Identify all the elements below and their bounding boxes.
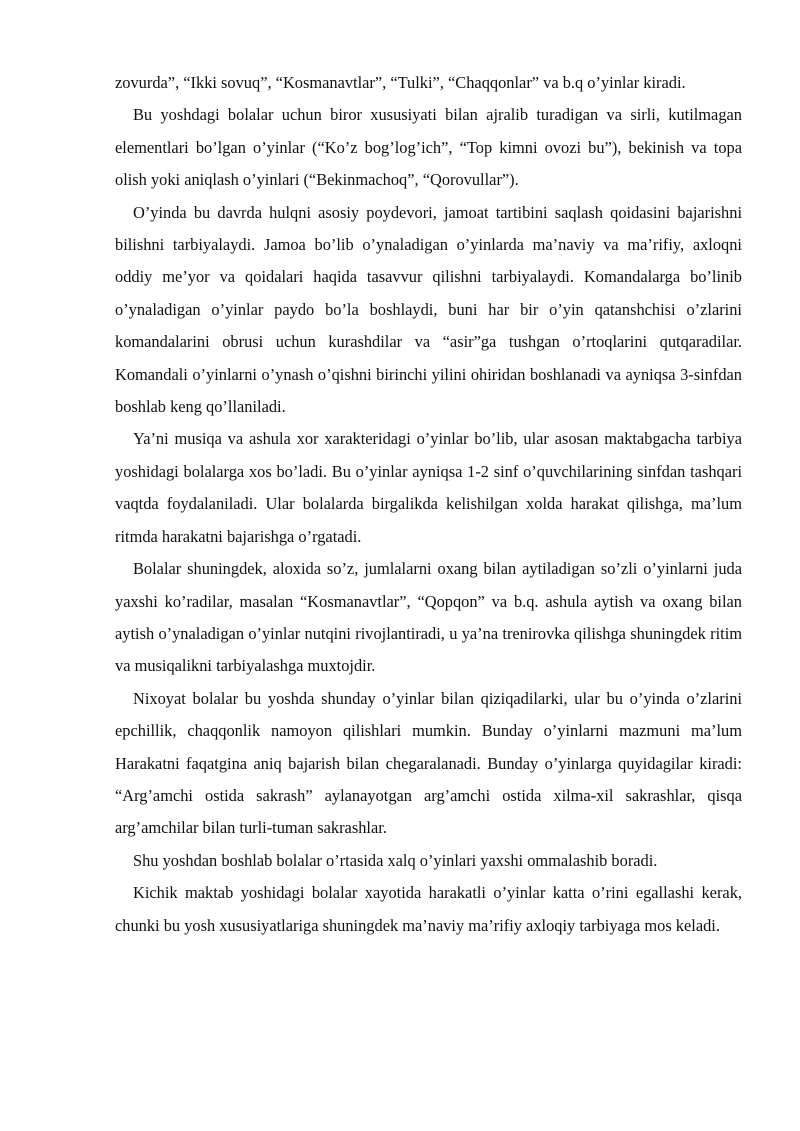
- paragraph-3: O’yinda bu davrda hulqni asosiy poydevori, jamoat tartibini saqlash qoidasini bajarishni bilishni tarbiyalaydi. Jamoa bo’lib o’ynaladigan o’yinlarda ma’naviy va ma’rifiy, axloqni oddiy me’yor va qoidalari haqida tasavvur qilishni tarbiyalaydi. Komandalarga bo’linib o’ynaladigan o’yinlar paydo bo’la boshlaydi, buni har bir o’yin qatanshchisi o’zlarini komandalarini obrusi uchun kurashdilar va “asir”ga tushgan o’rtoqlarini qutqaradilar. Komandali o’yinlarni o’ynash o’qishni birinchi yilini ohiridan boshlanadi va ayniqsa 3-sinfdan boshlab keng qo’llaniladi.: [115, 202, 742, 417]
- paragraph-4: Ya’ni musiqa va ashula xor xarakteridagi o’yinlar bo’lib, ular asosan maktabgacha tarbiya yoshidagi bolalarga xos bo’ladi. Bu o’yinlar ayniqsa 1-2 sinf o’quvchilarining sinfdan tashqari vaqtda foydalaniladi. Ular bolalarda birgalikda kelishilgan xolda harakat qilishga, ma’lum ritmda harakatni bajarishga o’rgatadi.: [115, 429, 742, 546]
- paragraph-8: Kichik maktab yoshidagi bolalar xayotida harakatli o’yinlar katta o’rini egallashi kerak, chunki bu yosh xususiyatlariga shuningdek ma’naviy ma’rifiy axloqiy tarbiyaga mos keladi.: [115, 883, 742, 935]
- paragraph-2: Bu yoshdagi bolalar uchun biror xususiyati bilan ajralib turadigan va sirli, kutilmagan elementlari bo’lgan o’yinlar (“Ko’z bog’log’ich”, “Top kimni ovozi bu”), bekinish va topa olish yoki aniqlash o’yinlari (“Bekinmachoq”, “Qorovullar”).: [115, 105, 742, 190]
- paragraph-6: Nixoyat bolalar bu yoshda shunday o’yinlar bilan qiziqadilarki, ular bu o’yinda o’zlarini epchillik, chaqqonlik namoyon qilishlari mumkin. Bunday o’yinlarni mazmuni ma’lum Harakatni faqatgina aniq bajarish bilan chegaralanadi. Bunday o’yinlarga quyidagilar kiradi: “Arg’amchi ostida sakrash” aylanayotgan arg’amchi ostida xilma-xil sakrashlar, qisqa arg’amchilar bilan turli-tuman sakrashlar.: [115, 688, 742, 838]
- paragraph-5: Bolalar shuningdek, aloxida so’z, jumlalarni oxang bilan aytiladigan so’zli o’yinlarni juda yaxshi ko’radilar, masalan “Kosmanavtlar”, “Qopqon” va b.q. ashula aytish va oxang bilan aytish o’ynaladigan o’yinlar nutqini rivojlantiradi, u ya’na trenirovka qilishga shuningdek ritim va musiqalikni tarbiyalashga muxtojdir.: [115, 559, 742, 676]
- paragraph-1: zovurda”, “Ikki sovuq”, “Kosmanavtlar”, “Tulki”, “Chaqqonlar” va b.q o’yinlar kiradi.: [115, 73, 686, 92]
- paragraph-7: Shu yoshdan boshlab bolalar o’rtasida xalq o’yinlari yaxshi ommalashib boradi.: [133, 850, 658, 870]
- document-page: [115, 67, 742, 942]
